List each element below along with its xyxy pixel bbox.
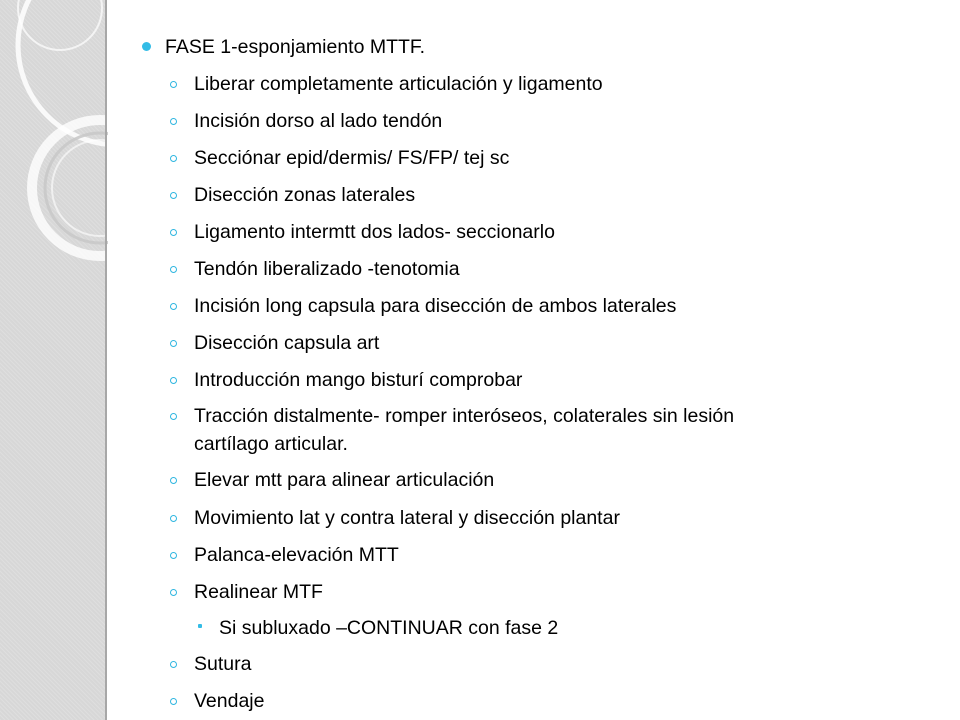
bullet-dot-icon: [142, 42, 151, 51]
ring-bullet-icon: [170, 377, 177, 384]
ring-bullet-icon: [170, 81, 177, 88]
list-item-text: Introducción mango bisturí comprobar: [194, 369, 523, 391]
ring-bullet-icon: [170, 266, 177, 273]
list-item-text-continued: cartílago articular.: [194, 433, 348, 455]
small-bullet-icon: [198, 624, 202, 628]
list-item-text: Tendón liberalizado -tenotomia: [194, 258, 460, 280]
list-item-text: Movimiento lat y contra lateral y disección plantar: [194, 507, 620, 529]
list-item-text: Incisión dorso al lado tendón: [194, 110, 443, 132]
ring-bullet-icon: [170, 515, 177, 522]
heading-text: FASE 1-esponjamiento MTTF.: [165, 36, 426, 58]
ring-bullet-icon: [170, 340, 177, 347]
ring-bullet-icon: [170, 661, 177, 668]
ring-bullet-icon: [170, 118, 177, 125]
ring-bullet-icon: [170, 229, 177, 236]
list-item-text: Vendaje: [194, 690, 265, 712]
list-item-text: Disección zonas laterales: [194, 184, 416, 206]
list-item-text: Liberar completamente articulación y ligamento: [194, 73, 603, 95]
ring-bullet-icon: [170, 698, 177, 705]
ring-bullet-icon: [170, 589, 177, 596]
ring-bullet-icon: [170, 413, 177, 420]
ring-bullet-icon: [170, 477, 177, 484]
list-item-text: Sutura: [194, 653, 252, 675]
list-item-text: Disección capsula art: [194, 332, 380, 354]
ring-bullet-icon: [170, 303, 177, 310]
list-item-text: Tracción distalmente- romper interóseos, colaterales sin lesión: [194, 405, 735, 427]
ring-bullet-icon: [170, 155, 177, 162]
list-item-text: Realinear MTF: [194, 581, 323, 603]
ring-bullet-icon: [170, 192, 177, 199]
list-item-text: Ligamento intermtt dos lados- seccionarlo: [194, 221, 555, 243]
list-item-text: Secciónar epid/dermis/ FS/FP/ tej sc: [194, 147, 510, 169]
sub-list-item-text: Si subluxado –CONTINUAR con fase 2: [219, 617, 559, 639]
list-item-text: Elevar mtt para alinear articulación: [194, 469, 495, 491]
list-item-text: Palanca-elevación MTT: [194, 544, 399, 566]
list-item-text: Incisión long capsula para disección de ambos laterales: [194, 295, 677, 317]
ring-bullet-icon: [170, 552, 177, 559]
